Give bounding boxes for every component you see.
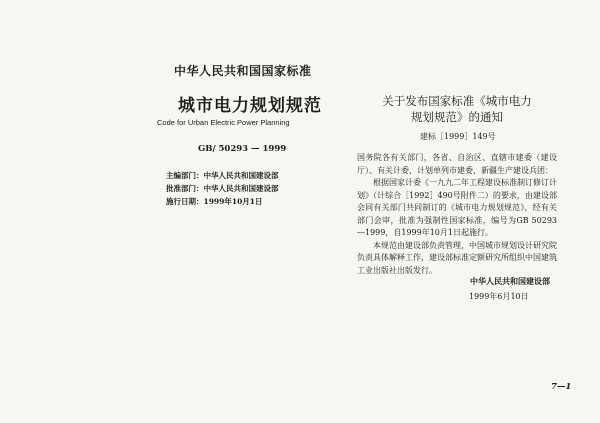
- meta-row-editor: [166, 169, 279, 182]
- standard-code: GB/ 50293 — 1999: [198, 144, 287, 154]
- body-paragraph: 根据国家计委《一九九二年工程建设标准制订修订计划》（计综合［1992］490号附件二）的要求，由建设部会同有关部门共同制订的《城市电力规划规范》，经有关部门会审，批准为强制性国家标准，编号为GB 50293—1999，自1999年10月1日起施行。: [357, 178, 557, 237]
- meta-value: 中华人民共和国建设部: [203, 184, 279, 193]
- notice-title-line: 关于发布国家标准《城市电力: [382, 94, 532, 108]
- meta-row-effective-date: [166, 195, 279, 208]
- notice-title-line: 规划规范》的通知: [411, 110, 503, 124]
- meta-label: 批准部门：: [166, 184, 204, 193]
- signatory: 中华人民共和国建设部: [470, 276, 550, 286]
- notice-number: 建标［1999］149号: [420, 132, 496, 141]
- meta-label: 施行日期：: [166, 197, 204, 206]
- meta-value: 1999年10月1日: [203, 197, 263, 206]
- body-paragraph: 本规范由建设部负责管理，中国城市规划设计研究院负责具体解释工作，建设部标准定额研究所组织中国建筑工业出版社出版发行。: [357, 240, 557, 275]
- english-subtitle: Code for Urban Electric Power Planning: [157, 118, 290, 127]
- meta-value: 中华人民共和国建设部: [203, 171, 279, 180]
- notice-body: [357, 152, 557, 277]
- publication-meta: [166, 169, 279, 208]
- meta-row-approver: [166, 182, 279, 195]
- meta-label: 主编部门：: [166, 171, 204, 180]
- notice-title: [382, 93, 532, 125]
- page-number: 7—1: [551, 382, 572, 392]
- document-title: 城市电力规划规范: [178, 96, 322, 116]
- sign-date: 1999年6月10日: [469, 292, 529, 301]
- body-paragraph: 国务院各有关部门，各省、自治区、直辖市建委（建设厅）、有关计委，计划单列市建委，新疆生产建设兵团：: [357, 153, 557, 175]
- national-standard-heading: 中华人民共和国国家标准: [174, 64, 312, 78]
